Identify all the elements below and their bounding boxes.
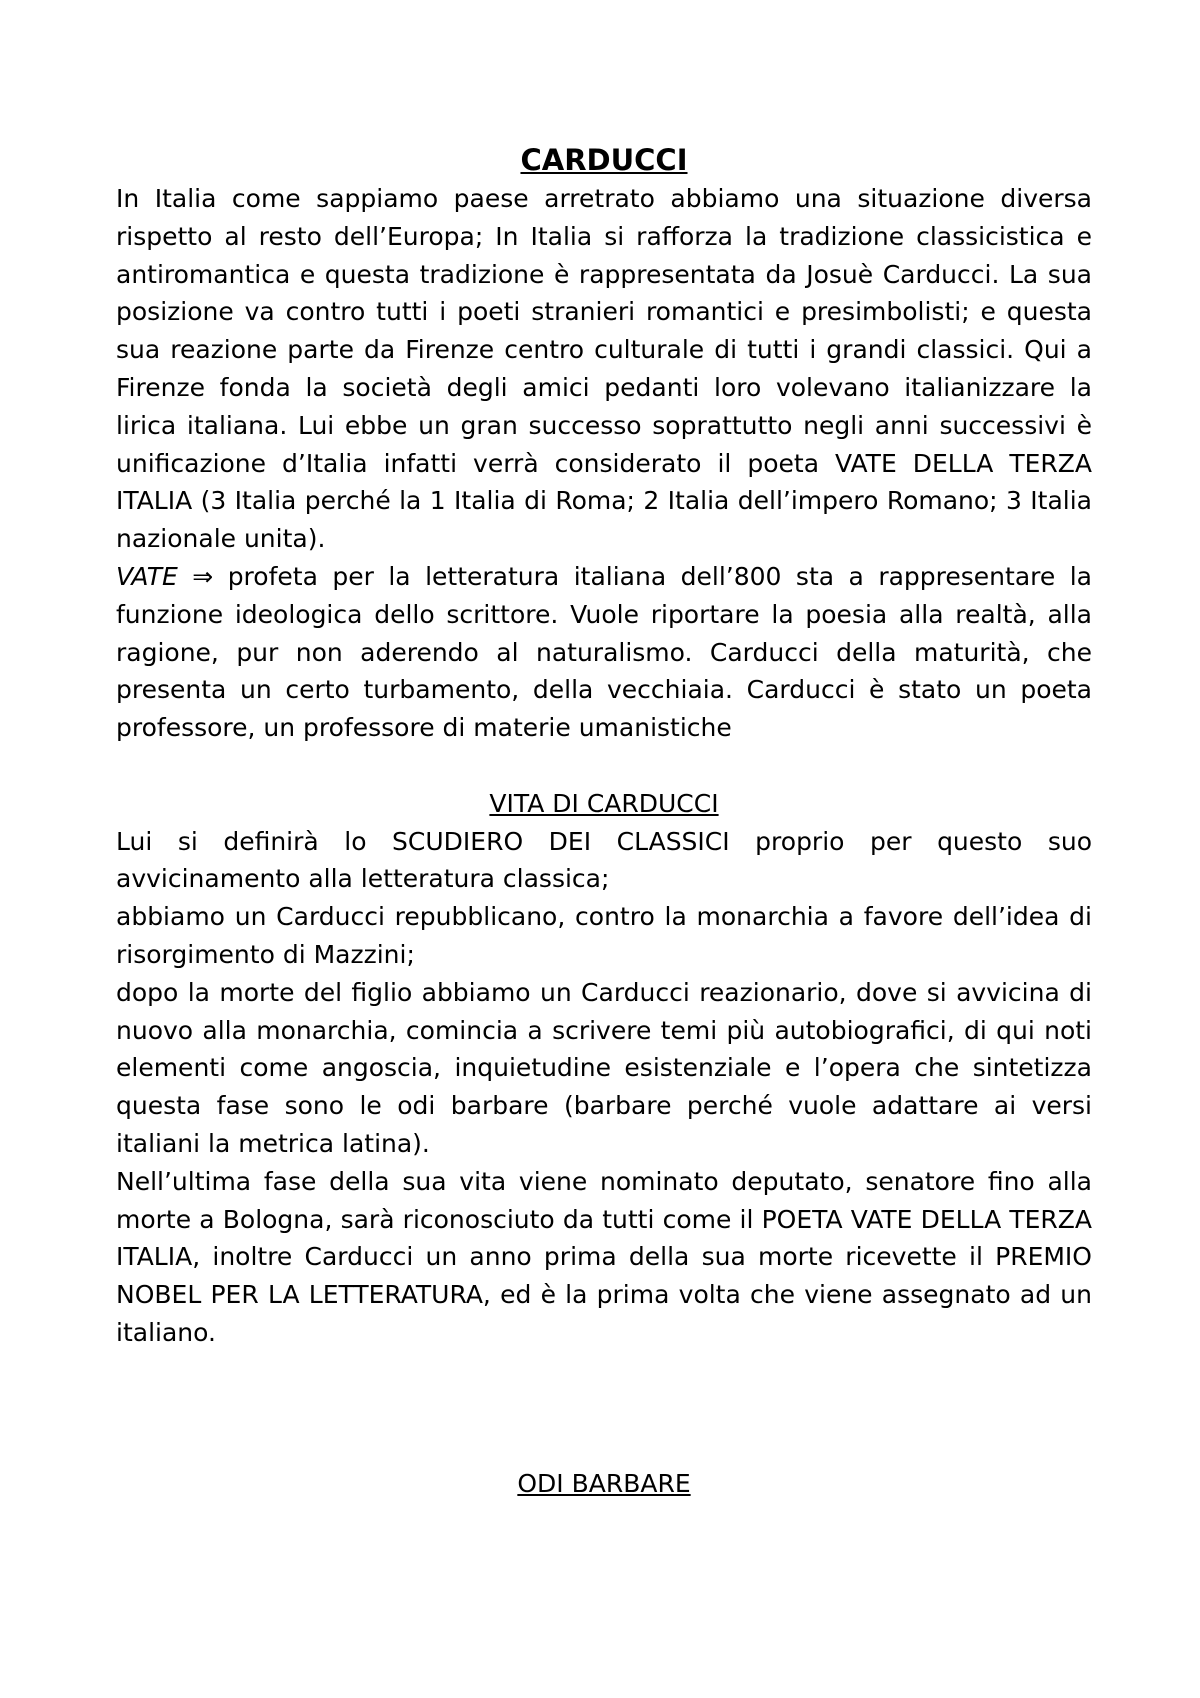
section-heading-odi: ODI BARBARE <box>517 1469 691 1499</box>
section-heading-vita: VITA DI CARDUCCI <box>489 788 719 818</box>
document-page <box>116 140 1092 1503</box>
intro-paragraph: In Italia come sappiamo paese arretrato abbiamo una situazione diversa rispetto al resto dell’Europa; In Italia si rafforza la tradizione classicistica e antiromantica e questa tradizione è rappresentata da Josuè Carducci. La sua posizione va contro tutti i poeti stranieri romantici e presimbolisti; e questa sua reazione parte da Firenze centro culturale di tutti i grandi classici. Qui a Firenze fonda la società degli amici pedanti loro volevano italianizzare la lirica italiana. Lui ebbe un gran successo soprattutto negli anni successivi è unificazione d’Italia infatti verrà considerato il poeta VATE DELLA TERZA ITALIA (3 Italia perché la 1 Italia di Roma; 2 Italia dell’impero Romano; 3 Italia nazionale unita). <box>116 184 1092 554</box>
arrow-icon: ⇒ <box>192 561 214 591</box>
spacer <box>116 1427 1092 1465</box>
vita-paragraph-1: Lui si definirà lo SCUDIERO DEI CLASSICI proprio per questo suo avvicinamento alla letteratura classica; <box>116 826 1092 894</box>
document-title: CARDUCCI <box>520 143 688 177</box>
vita-paragraph-3: dopo la morte del figlio abbiamo un Carducci reazionario, dove si avvicina di nuovo alla monarchia, comincia a scrivere temi più autobiografici, di qui noti elementi come angoscia, inquietudine esistenziale e l’opera che sintetizza questa fase sono le odi barbare (barbare perché vuole adattare ai versi italiani la metrica latina). <box>116 977 1092 1158</box>
vate-definition: profeta per la letteratura italiana dell’800 sta a rappresentare la funzione ideologica dello scrittore. Vuole riportare la poesia alla realtà, alla ragione, pur non aderendo al naturalismo. Carducci della maturità, che presenta un certo turbamento, della vecchiaia. Carducci è stato un poeta professore, un professore di materie umanistiche <box>116 561 1092 743</box>
vita-paragraph-4: Nell’ultima fase della sua vita viene nominato deputato, senatore fino alla morte a Bologna, sarà riconosciuto da tutti come il POETA VATE DELLA TERZA ITALIA, inoltre Carducci un anno prima della sua morte ricevette il PREMIO NOBEL PER LA LETTERATURA, ed è la prima volta che viene assegnato ad un italiano. <box>116 1166 1092 1347</box>
vita-paragraph-2: abbiamo un Carducci repubblicano, contro la monarchia a favore dell’idea di risorgimento di Mazzini; <box>116 902 1092 969</box>
spacer <box>116 747 1092 785</box>
vate-paragraph <box>116 558 1092 747</box>
vate-term: VATE <box>116 561 178 591</box>
spacer <box>116 1352 1092 1428</box>
